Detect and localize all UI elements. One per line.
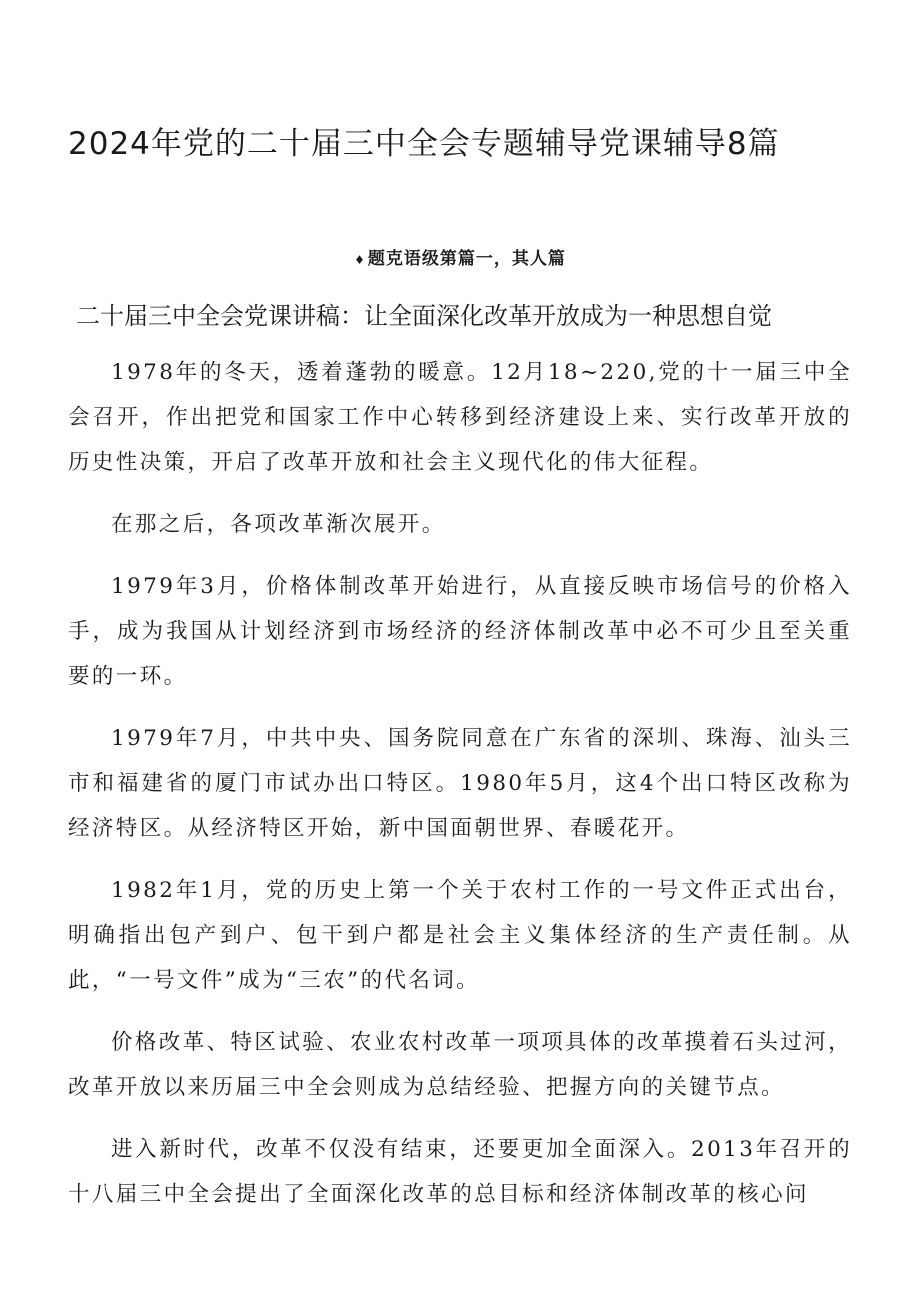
paragraph-3: 1979年3月，价格体制改革开始进行，从直接反映市场信号的价格入手，成为我国从计划经济到市场经济的经济体制改革中必不可少且至关重要的一环。: [68, 574, 852, 689]
paragraph-5: 1982年1月，党的历史上第一个关于农村工作的一号文件正式出台，明确指出包产到户、包干到户都是社会主义集体经济的生产责任制。从此，“一号文件”成为“三农”的代名词。: [68, 878, 852, 993]
section-title: 二十届三中全会党课讲稿：让全面深化改革开放成为一种思想自觉: [76, 302, 772, 330]
document-title: 2024年党的二十届三中全会专题辅导党课辅导8篇: [68, 126, 780, 162]
diamond-bullet-icon: ♦: [354, 253, 366, 267]
body-text: [68, 350, 852, 1234]
paragraph-6: 价格改革、特区试验、农业农村改革一项项具体的改革摸着石头过河，改革开放以来历届三中全会则成为总结经验、把握方向的关键节点。: [68, 1030, 852, 1100]
paragraph-7: 进入新时代，改革不仅没有结束，还要更加全面深入。2013年召开的十八届三中全会提出了全面深化改革的总目标和经济体制改革的核心问: [68, 1137, 852, 1207]
paragraph-1: 1978年的冬天，透着蓬勃的暖意。12月18~220,党的十一届三中全会召开，作出把党和国家工作中心转移到经济建设上来、实行改革开放的历史性决策，开启了改革开放和社会主义现代化的伟大征程。: [68, 360, 852, 475]
subtitle-text: 题克语级第篇一，其人篇: [367, 249, 566, 269]
subtitle-line: [0, 244, 920, 269]
paragraph-2: 在那之后，各项改革渐次展开。: [111, 512, 446, 537]
paragraph-4: 1979年7月，中共中央、国务院同意在广东省的深圳、珠海、汕头三市和福建省的厦门市试办出口特区。1980年5月，这4个出口特区改称为经济特区。从经济特区开始，新中国面朝世界、春暖花开。: [68, 726, 852, 841]
